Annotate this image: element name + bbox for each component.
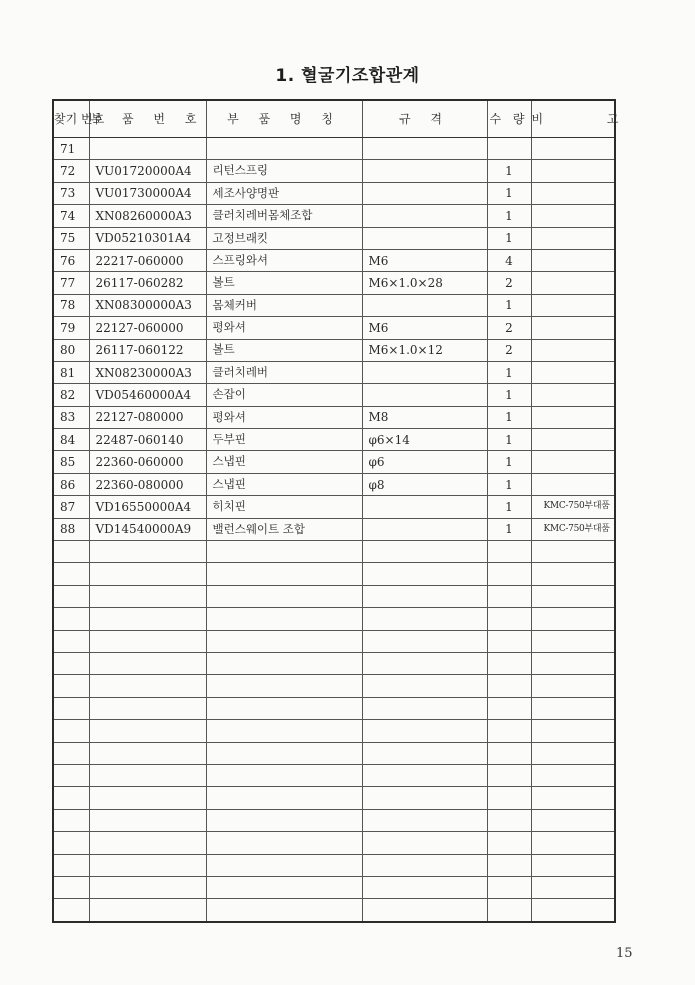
- table-row: [53, 832, 615, 854]
- cell-find-number: 87: [53, 496, 89, 518]
- cell-part-number: [89, 899, 206, 922]
- cell-quantity: [487, 854, 531, 876]
- table-row: [53, 742, 615, 764]
- cell-spec: [362, 182, 487, 204]
- cell-find-number: [53, 809, 89, 831]
- cell-note: [531, 272, 615, 294]
- cell-spec: [362, 899, 487, 922]
- cell-part-name: 몸체커버: [206, 294, 362, 316]
- cell-find-number: 83: [53, 406, 89, 428]
- cell-note: [531, 138, 615, 160]
- cell-part-number: [89, 541, 206, 563]
- cell-part-number: [89, 876, 206, 898]
- cell-part-name: 히치핀: [206, 496, 362, 518]
- cell-note: [531, 563, 615, 585]
- cell-quantity: [487, 608, 531, 630]
- cell-part-number: [89, 809, 206, 831]
- cell-part-number: 22360-080000: [89, 473, 206, 495]
- cell-part-number: 22127-060000: [89, 317, 206, 339]
- cell-part-number: [89, 675, 206, 697]
- cell-spec: [362, 608, 487, 630]
- cell-spec: [362, 787, 487, 809]
- cell-spec: [362, 294, 487, 316]
- table-row: [53, 541, 615, 563]
- cell-part-name: 리턴스프링: [206, 160, 362, 182]
- cell-spec: [362, 876, 487, 898]
- cell-quantity: [487, 697, 531, 719]
- cell-quantity: [487, 787, 531, 809]
- cell-find-number: [53, 764, 89, 786]
- cell-note: [531, 451, 615, 473]
- table-row: [53, 787, 615, 809]
- cell-find-number: [53, 585, 89, 607]
- cell-part-number: VU01720000A4: [89, 160, 206, 182]
- cell-spec: [362, 809, 487, 831]
- cell-part-number: XN08300000A3: [89, 294, 206, 316]
- cell-find-number: [53, 832, 89, 854]
- header-quantity: 수 량: [487, 100, 531, 138]
- cell-quantity: [487, 630, 531, 652]
- cell-note: [531, 832, 615, 854]
- table-row: [53, 608, 615, 630]
- cell-find-number: 71: [53, 138, 89, 160]
- cell-part-name: [206, 809, 362, 831]
- cell-quantity: 2: [487, 339, 531, 361]
- table-row: [53, 697, 615, 719]
- cell-find-number: [53, 608, 89, 630]
- table-header-row: [53, 100, 615, 138]
- cell-quantity: 1: [487, 160, 531, 182]
- cell-part-number: 22217-060000: [89, 249, 206, 271]
- cell-quantity: 2: [487, 317, 531, 339]
- cell-part-name: 클러치레버: [206, 361, 362, 383]
- cell-note: [531, 742, 615, 764]
- cell-quantity: [487, 541, 531, 563]
- cell-note: KMC-750부대품: [531, 496, 615, 518]
- table-row: [53, 720, 615, 742]
- cell-find-number: [53, 742, 89, 764]
- cell-quantity: 1: [487, 361, 531, 383]
- table-row: [53, 764, 615, 786]
- cell-quantity: [487, 563, 531, 585]
- header-spec: 규 격: [362, 100, 487, 138]
- table-row: [53, 630, 615, 652]
- cell-spec: φ6×14: [362, 429, 487, 451]
- cell-spec: [362, 720, 487, 742]
- cell-part-name: 손잡이: [206, 384, 362, 406]
- cell-part-number: VU01730000A4: [89, 182, 206, 204]
- cell-part-number: [89, 608, 206, 630]
- cell-part-name: 스프링와셔: [206, 249, 362, 271]
- cell-part-name: [206, 899, 362, 922]
- cell-note: [531, 787, 615, 809]
- cell-find-number: 88: [53, 518, 89, 540]
- cell-part-name: 평와셔: [206, 406, 362, 428]
- cell-part-number: [89, 764, 206, 786]
- cell-find-number: 86: [53, 473, 89, 495]
- cell-part-name: [206, 138, 362, 160]
- cell-quantity: 1: [487, 205, 531, 227]
- cell-find-number: [53, 652, 89, 674]
- cell-note: [531, 227, 615, 249]
- cell-part-name: 고정브래킷: [206, 227, 362, 249]
- cell-quantity: [487, 832, 531, 854]
- cell-find-number: [53, 787, 89, 809]
- cell-quantity: 1: [487, 496, 531, 518]
- cell-note: [531, 339, 615, 361]
- table-row: [53, 585, 615, 607]
- cell-spec: [362, 585, 487, 607]
- cell-find-number: [53, 630, 89, 652]
- table-body: [53, 138, 615, 922]
- cell-find-number: 82: [53, 384, 89, 406]
- cell-part-number: VD05460000A4: [89, 384, 206, 406]
- table-row: [53, 899, 615, 922]
- cell-part-number: [89, 832, 206, 854]
- cell-quantity: [487, 585, 531, 607]
- cell-quantity: 1: [487, 227, 531, 249]
- header-find-number: 찾기 번호: [53, 100, 89, 138]
- cell-find-number: 76: [53, 249, 89, 271]
- table-row: [53, 496, 615, 518]
- cell-part-number: [89, 720, 206, 742]
- cell-spec: M6: [362, 317, 487, 339]
- cell-quantity: 1: [487, 294, 531, 316]
- cell-spec: [362, 675, 487, 697]
- cell-find-number: 79: [53, 317, 89, 339]
- cell-spec: M6×1.0×12: [362, 339, 487, 361]
- cell-quantity: [487, 742, 531, 764]
- table-row: [53, 563, 615, 585]
- cell-find-number: [53, 854, 89, 876]
- cell-find-number: [53, 720, 89, 742]
- cell-part-name: [206, 832, 362, 854]
- cell-part-name: [206, 742, 362, 764]
- cell-note: [531, 720, 615, 742]
- cell-part-name: 세조사양명판: [206, 182, 362, 204]
- cell-part-number: [89, 630, 206, 652]
- cell-part-number: [89, 652, 206, 674]
- cell-note: [531, 160, 615, 182]
- cell-spec: M8: [362, 406, 487, 428]
- cell-note: [531, 249, 615, 271]
- cell-quantity: [487, 138, 531, 160]
- cell-find-number: 84: [53, 429, 89, 451]
- cell-note: [531, 384, 615, 406]
- table-row: [53, 227, 615, 249]
- cell-part-name: [206, 630, 362, 652]
- cell-part-name: [206, 585, 362, 607]
- cell-part-name: 볼트: [206, 339, 362, 361]
- cell-note: [531, 473, 615, 495]
- cell-note: [531, 652, 615, 674]
- cell-spec: [362, 652, 487, 674]
- cell-spec: [362, 541, 487, 563]
- cell-quantity: 1: [487, 429, 531, 451]
- page-title: 1. 혈굴기조합관계: [275, 66, 420, 86]
- table-row: [53, 406, 615, 428]
- cell-part-number: VD05210301A4: [89, 227, 206, 249]
- table-row: [53, 451, 615, 473]
- cell-quantity: [487, 764, 531, 786]
- cell-note: [531, 294, 615, 316]
- table-row: [53, 361, 615, 383]
- cell-note: [531, 406, 615, 428]
- cell-find-number: 80: [53, 339, 89, 361]
- table-row: [53, 429, 615, 451]
- table-row: [53, 876, 615, 898]
- parts-table: [52, 99, 649, 923]
- cell-find-number: [53, 541, 89, 563]
- table-row: [53, 339, 615, 361]
- cell-note: [531, 876, 615, 898]
- cell-note: [531, 541, 615, 563]
- cell-note: [531, 361, 615, 383]
- cell-spec: [362, 496, 487, 518]
- cell-quantity: 1: [487, 451, 531, 473]
- cell-part-number: XN08260000A3: [89, 205, 206, 227]
- cell-part-number: VD14540000A9: [89, 518, 206, 540]
- cell-quantity: 1: [487, 384, 531, 406]
- cell-find-number: [53, 876, 89, 898]
- cell-part-name: [206, 652, 362, 674]
- cell-note: [531, 205, 615, 227]
- cell-spec: [362, 563, 487, 585]
- cell-find-number: 75: [53, 227, 89, 249]
- cell-note: [531, 854, 615, 876]
- table-row: [53, 854, 615, 876]
- cell-quantity: [487, 809, 531, 831]
- cell-note: [531, 317, 615, 339]
- cell-part-name: [206, 764, 362, 786]
- cell-part-name: 평와셔: [206, 317, 362, 339]
- cell-part-name: [206, 608, 362, 630]
- cell-part-name: [206, 563, 362, 585]
- cell-note: [531, 764, 615, 786]
- cell-part-name: [206, 675, 362, 697]
- cell-spec: M6: [362, 249, 487, 271]
- cell-note: [531, 182, 615, 204]
- cell-note: [531, 697, 615, 719]
- table-row: [53, 138, 615, 160]
- page-number: 15: [616, 946, 633, 961]
- cell-find-number: 85: [53, 451, 89, 473]
- cell-find-number: 74: [53, 205, 89, 227]
- header-note: 비 고: [531, 100, 615, 138]
- cell-spec: φ6: [362, 451, 487, 473]
- cell-part-number: VD16550000A4: [89, 496, 206, 518]
- cell-part-name: [206, 854, 362, 876]
- cell-part-name: [206, 876, 362, 898]
- cell-part-name: [206, 541, 362, 563]
- cell-spec: [362, 630, 487, 652]
- cell-quantity: 1: [487, 406, 531, 428]
- cell-find-number: 73: [53, 182, 89, 204]
- cell-part-number: XN08230000A3: [89, 361, 206, 383]
- cell-part-name: 스냅핀: [206, 451, 362, 473]
- cell-part-name: 스냅핀: [206, 473, 362, 495]
- cell-note: [531, 585, 615, 607]
- cell-spec: [362, 697, 487, 719]
- cell-find-number: 72: [53, 160, 89, 182]
- table-row: [53, 473, 615, 495]
- cell-part-name: [206, 697, 362, 719]
- table-row: [53, 317, 615, 339]
- table-row: [53, 182, 615, 204]
- cell-note: [531, 429, 615, 451]
- header-part-number: 부 품 번 호: [89, 100, 206, 138]
- cell-spec: [362, 832, 487, 854]
- cell-part-number: 22487-060140: [89, 429, 206, 451]
- cell-find-number: 77: [53, 272, 89, 294]
- cell-quantity: 1: [487, 182, 531, 204]
- cell-quantity: 2: [487, 272, 531, 294]
- cell-spec: [362, 384, 487, 406]
- cell-spec: [362, 205, 487, 227]
- header-part-name: 부 품 명 칭: [206, 100, 362, 138]
- cell-part-name: [206, 720, 362, 742]
- cell-note: [531, 675, 615, 697]
- cell-part-name: 볼트: [206, 272, 362, 294]
- table-row: [53, 652, 615, 674]
- cell-part-number: 22360-060000: [89, 451, 206, 473]
- table-row: [53, 249, 615, 271]
- cell-spec: [362, 742, 487, 764]
- table-row: [53, 294, 615, 316]
- cell-spec: [362, 361, 487, 383]
- table-row: [53, 809, 615, 831]
- cell-quantity: 4: [487, 249, 531, 271]
- cell-part-name: 클러치레버몸체조합: [206, 205, 362, 227]
- cell-spec: [362, 518, 487, 540]
- cell-part-number: [89, 787, 206, 809]
- cell-find-number: 81: [53, 361, 89, 383]
- table-row: [53, 160, 615, 182]
- cell-find-number: [53, 563, 89, 585]
- cell-quantity: [487, 899, 531, 922]
- cell-part-number: [89, 854, 206, 876]
- cell-quantity: [487, 652, 531, 674]
- cell-quantity: [487, 675, 531, 697]
- cell-quantity: [487, 720, 531, 742]
- cell-part-number: [89, 563, 206, 585]
- cell-quantity: 1: [487, 473, 531, 495]
- cell-spec: φ8: [362, 473, 487, 495]
- cell-find-number: [53, 675, 89, 697]
- cell-part-name: [206, 787, 362, 809]
- cell-part-number: [89, 585, 206, 607]
- table-row: [53, 675, 615, 697]
- cell-note: [531, 608, 615, 630]
- cell-quantity: [487, 876, 531, 898]
- cell-note: [531, 899, 615, 922]
- cell-spec: [362, 138, 487, 160]
- cell-find-number: [53, 899, 89, 922]
- cell-note: KMC-750부대품: [531, 518, 615, 540]
- cell-note: [531, 630, 615, 652]
- cell-spec: M6×1.0×28: [362, 272, 487, 294]
- table-row: [53, 518, 615, 540]
- cell-spec: [362, 160, 487, 182]
- table-row: [53, 384, 615, 406]
- cell-part-number: 26117-060282: [89, 272, 206, 294]
- cell-spec: [362, 227, 487, 249]
- cell-part-number: 26117-060122: [89, 339, 206, 361]
- cell-part-name: 두부핀: [206, 429, 362, 451]
- table-row: [53, 272, 615, 294]
- table-row: [53, 205, 615, 227]
- cell-part-number: 22127-080000: [89, 406, 206, 428]
- cell-part-number: [89, 742, 206, 764]
- cell-quantity: 1: [487, 518, 531, 540]
- cell-spec: [362, 764, 487, 786]
- cell-spec: [362, 854, 487, 876]
- cell-part-name: 밸런스웨이트 조합: [206, 518, 362, 540]
- cell-note: [531, 809, 615, 831]
- cell-find-number: [53, 697, 89, 719]
- cell-part-number: [89, 697, 206, 719]
- cell-find-number: 78: [53, 294, 89, 316]
- cell-part-number: [89, 138, 206, 160]
